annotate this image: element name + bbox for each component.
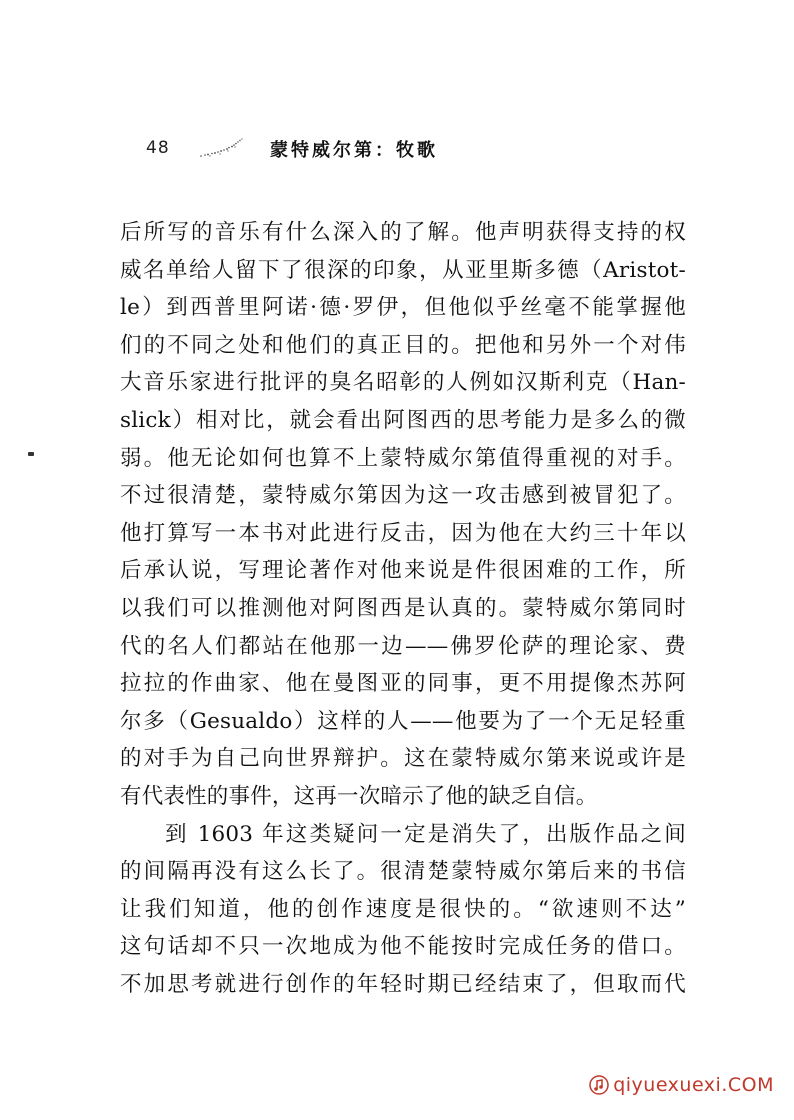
margin-mark	[28, 452, 34, 456]
body-text	[120, 214, 686, 1003]
text-line: 后所写的音乐有什么深入的了解。他声明获得支持的权	[120, 220, 686, 245]
text-line: 不加思考就进行创作的年轻时期已经结束了，但取而代	[120, 971, 686, 997]
watermark	[589, 1074, 774, 1096]
text-line: 拉拉的作曲家、他在曼图亚的同事，更不用提像杰苏阿	[120, 671, 686, 697]
header-ornament-icon	[198, 136, 246, 160]
music-note-logo-icon	[589, 1075, 609, 1095]
paragraph-2	[120, 816, 686, 1004]
paragraph-1	[120, 214, 686, 816]
text-line: 的对手为自己向世界辩护。这在蒙特威尔第来说或许是	[120, 746, 686, 772]
text-line: 有代表性的事件，这再一次暗示了他的缺乏自信。	[120, 783, 598, 809]
text-line: 大音乐家进行批评的臭名昭彰的人例如汉斯利克（Han-	[120, 370, 686, 396]
text-line: 以我们可以推测他对阿图西是认真的。蒙特威尔第同时	[120, 595, 686, 621]
text-line: 让我们知道，他的创作速度是很快的。“欲速则不达”	[120, 896, 686, 922]
text-line: 们的不同之处和他们的真正目的。把他和另外一个对伟	[120, 332, 686, 358]
page-header	[146, 134, 546, 164]
text-line: 代的名人们都站在他那一边——佛罗伦萨的理论家、费	[120, 633, 686, 659]
watermark-text: qiyuexuexi.COM	[613, 1074, 774, 1096]
text-line: 尔多（Gesualdo）这样的人——他要为了一个无足轻重	[120, 708, 686, 734]
text-line: 这句话却不只一次地成为他不能按时完成任务的借口。	[120, 934, 686, 960]
text-line: 不过很清楚，蒙特威尔第因为这一攻击感到被冒犯了。	[120, 483, 686, 509]
running-title: 蒙特威尔第：牧歌	[270, 140, 438, 161]
text-line: 弱。他无论如何也算不上蒙特威尔第值得重视的对手。	[120, 445, 686, 471]
text-line: 后承认说，写理论著作对他来说是件很困难的工作，所	[120, 558, 686, 584]
text-line: 的间隔再没有这么长了。很清楚蒙特威尔第后来的书信	[120, 859, 686, 885]
page-number: 48	[146, 138, 170, 158]
text-line: le）到西普里阿诺·德·罗伊，但他似乎丝毫不能掌握他	[120, 295, 686, 321]
text-line: 到 1603 年这类疑问一定是消失了，出版作品之间	[165, 821, 686, 847]
text-line: slick）相对比，就会看出阿图西的思考能力是多么的微	[120, 407, 686, 433]
text-line: 威名单给人留下了很深的印象，从亚里斯多德（Aristot-	[120, 257, 686, 283]
text-line: 他打算写一本书对此进行反击，因为他在大约三十年以	[120, 520, 686, 546]
